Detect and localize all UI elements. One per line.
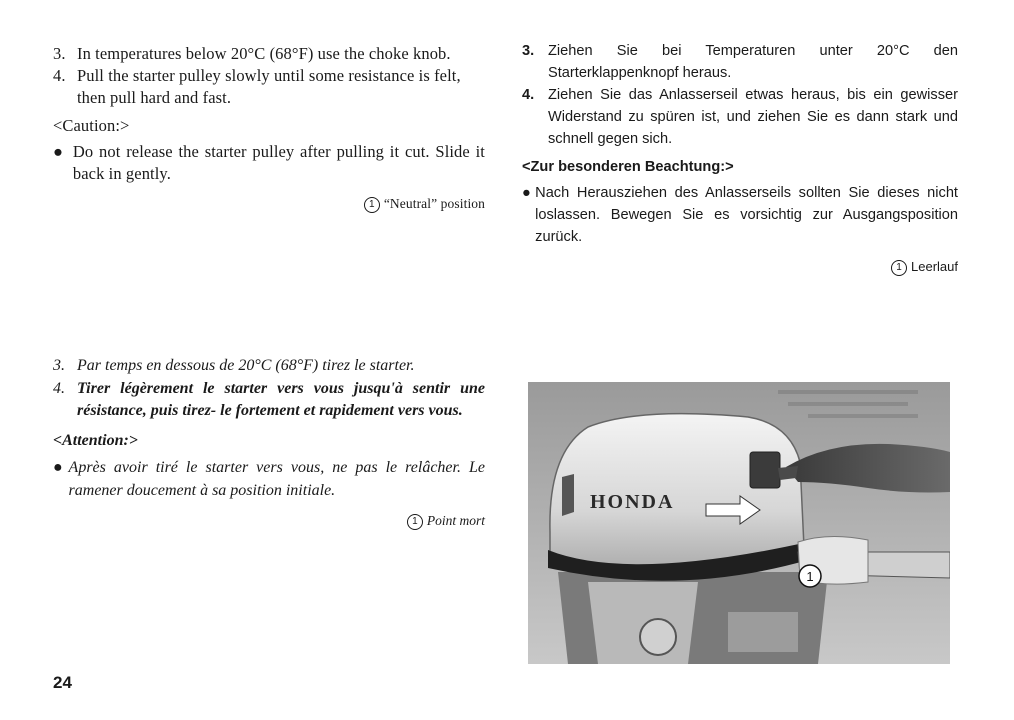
figure-caption [53, 510, 485, 533]
step-4 [53, 65, 485, 109]
motor-illustration [528, 382, 950, 664]
step-text: Tirer légèrement le starter vers vous jusqu'à sentir une résistance, puis tirez- le fortement et rapidement vers vous. [77, 379, 485, 419]
step-4 [522, 84, 958, 150]
step-text: In temperatures below 20°C (68°F) use the choke knob. [77, 44, 451, 63]
step-number: 4. [53, 379, 65, 397]
step-number: 4. [522, 87, 535, 103]
callout-number: 1 [806, 569, 814, 584]
step-number: 3. [522, 43, 535, 59]
step-number: 3. [53, 357, 65, 374]
caution-bullet-item [522, 182, 958, 248]
honda-logo: HONDA [590, 491, 675, 513]
caution-heading: <Attention:> [53, 431, 138, 449]
caution-heading: <Zur besonderen Beachtung:> [522, 159, 734, 175]
step-text: Ziehen Sie das Anlasserseil etwas heraus, bis ein gewisser Widerstand zu spüren ist, und ziehen Sie es dann stark und schnell gegen sich. [548, 87, 958, 147]
caption-text: Leerlauf [911, 259, 958, 274]
step-number: 3. [53, 44, 66, 63]
step-text: Pull the starter pulley slowly until some resistance is felt, then pull hard and fast. [77, 66, 461, 107]
step-4 [53, 378, 485, 423]
step-text: Ziehen Sie bei Temperaturen unter 20°C den Starterklappenknopf heraus. [548, 43, 958, 81]
figure-caption [53, 193, 485, 215]
caution-heading: <Caution:> [53, 116, 130, 135]
callout-number: 1 [891, 260, 907, 276]
figure-caption [522, 256, 958, 278]
caution-text: Do not release the starter pulley after pulling it cut. Slide it back in gently. [72, 142, 485, 183]
bullet-icon: ● [53, 459, 63, 476]
callout-number: 1 [407, 514, 423, 530]
german-instructions [522, 40, 958, 278]
bullet-icon: ● [522, 185, 531, 201]
step-3 [53, 355, 485, 378]
step-text: Par temps en dessous de 20°C (68°F) tirez le starter. [77, 357, 415, 374]
caution-text: Après avoir tiré le starter vers vous, ne pas le relâcher. Le ramener doucement à sa position initiale. [68, 459, 485, 499]
step-3 [53, 43, 485, 65]
callout-number: 1 [364, 197, 380, 213]
step-number: 4. [53, 66, 66, 85]
caution-bullet-item [53, 457, 485, 502]
french-instructions [53, 355, 485, 533]
caption-text: Point mort [426, 513, 485, 528]
bullet-icon: ● [53, 142, 64, 161]
page-number: 24 [53, 673, 72, 692]
caution-text: Nach Herausziehen des Anlasserseils sollten Sie dieses nicht loslassen. Bewegen Sie es vorsichtig zur Ausgangsposition zurück. [535, 185, 958, 245]
outboard-motor-photo [528, 382, 950, 664]
caption-text: “Neutral” position [383, 196, 485, 211]
step-3 [522, 40, 958, 84]
english-instructions [53, 43, 485, 215]
caution-bullet-item [53, 141, 485, 185]
choke-knob-recess [750, 452, 780, 488]
